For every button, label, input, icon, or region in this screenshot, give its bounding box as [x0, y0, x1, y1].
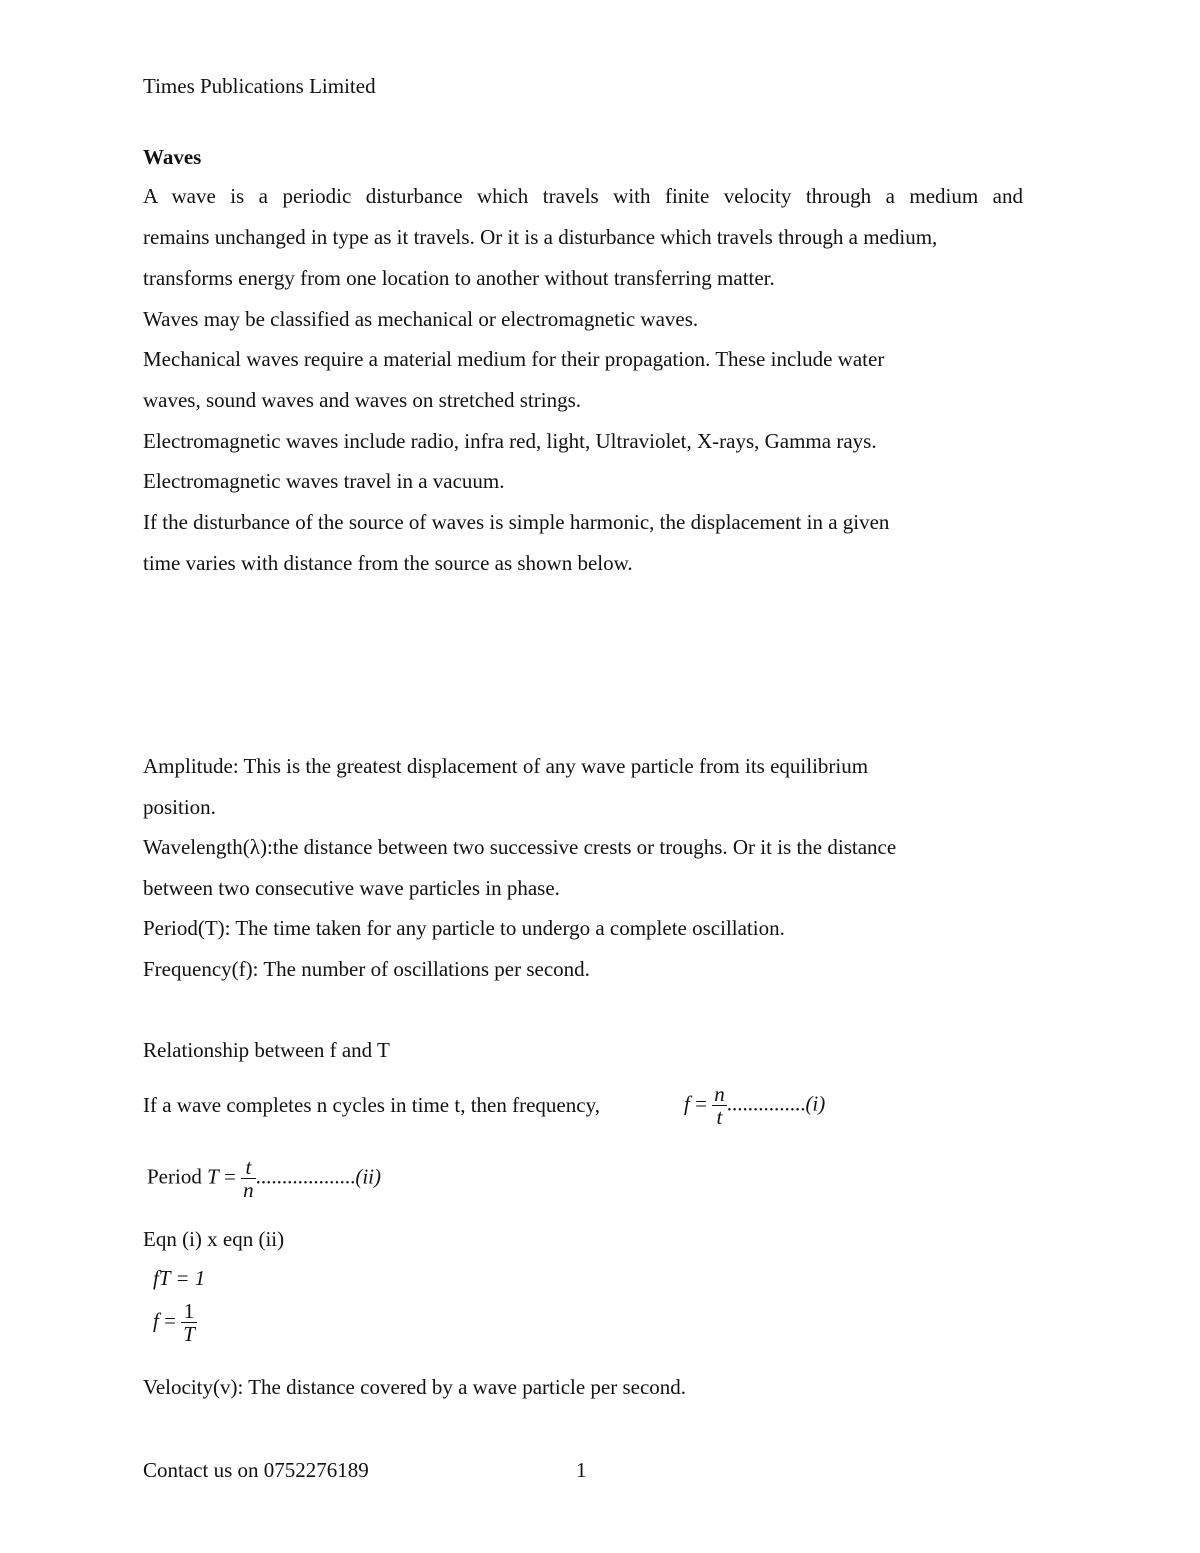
eq1-lhs: f: [684, 1091, 690, 1116]
eq4-equals: =: [164, 1308, 176, 1333]
eq1-label: (i): [805, 1091, 826, 1116]
eq4-denominator: T: [183, 1322, 195, 1346]
equation-4: [153, 1300, 197, 1345]
equation-3: fT = 1: [153, 1266, 206, 1290]
eq2-numerator: t: [245, 1155, 252, 1179]
amplitude-definition-cont: position.: [143, 795, 216, 819]
relationship-heading: Relationship between f and T: [143, 1038, 390, 1062]
eq2-denominator: n: [243, 1178, 254, 1202]
amplitude-definition: Amplitude: This is the greatest displacement of any wave particle from its equilibrium: [143, 754, 869, 778]
intro-line-6: waves, sound waves and waves on stretched strings.: [143, 388, 581, 412]
eq4-fraction: [181, 1300, 197, 1345]
equation-2: [147, 1156, 381, 1201]
intro-line-7: Electromagnetic waves include radio, infra red, light, Ultraviolet, X-rays, Gamma rays.: [143, 429, 877, 453]
eq4-numerator: 1: [183, 1299, 195, 1323]
intro-line-2: remains unchanged in type as it travels. Or it is a disturbance which travels through a medium,: [143, 225, 938, 249]
eq2-dots: ...................: [255, 1164, 356, 1189]
wavelength-definition: Wavelength(λ):the distance between two successive crests or troughs. Or it is the distance: [143, 835, 897, 859]
frequency-definition: Frequency(f): The number of oscillations per second.: [143, 957, 590, 981]
intro-line-9: If the disturbance of the source of waves is simple harmonic, the displacement in a given: [143, 510, 890, 534]
publisher-header: Times Publications Limited: [143, 74, 376, 98]
frequency-statement: If a wave completes n cycles in time t, then frequency,: [143, 1093, 600, 1117]
eq2-equals: =: [224, 1164, 236, 1189]
intro-line-10: time varies with distance from the source as shown below.: [143, 551, 633, 575]
eq4-lhs: f: [153, 1308, 159, 1333]
eq2-period-word: Period: [147, 1164, 202, 1189]
eq1-fraction: [712, 1083, 727, 1128]
eq1-dots: ...............: [726, 1091, 806, 1116]
eq2-label: (ii): [355, 1164, 382, 1189]
wavelength-definition-cont: between two consecutive wave particles in phase.: [143, 876, 560, 900]
eq2-lhs: T: [207, 1164, 219, 1189]
velocity-definition: Velocity(v): The distance covered by a wave particle per second.: [143, 1375, 687, 1399]
eq1-numerator: n: [714, 1082, 725, 1106]
eq2-fraction: [241, 1156, 256, 1201]
intro-line-5: Mechanical waves require a material medium for their propagation. These include water: [143, 347, 885, 371]
period-definition: Period(T): The time taken for any particle to undergo a complete oscillation.: [143, 916, 785, 940]
eq1-denominator: t: [712, 1105, 727, 1128]
intro-line-1: A wave is a periodic disturbance which travels with finite velocity through a medium and: [143, 184, 1023, 208]
equation-1: [684, 1083, 825, 1128]
intro-line-8: Electromagnetic waves travel in a vacuum.: [143, 469, 505, 493]
section-title: Waves: [143, 145, 202, 169]
footer-contact: Contact us on 0752276189: [143, 1458, 369, 1482]
page-number: 1: [576, 1458, 587, 1482]
product-statement: Eqn (i) x eqn (ii): [143, 1227, 285, 1251]
eq1-equals: =: [695, 1091, 707, 1116]
intro-line-4: Waves may be classified as mechanical or electromagnetic waves.: [143, 307, 699, 331]
intro-line-3: transforms energy from one location to another without transferring matter.: [143, 266, 775, 290]
